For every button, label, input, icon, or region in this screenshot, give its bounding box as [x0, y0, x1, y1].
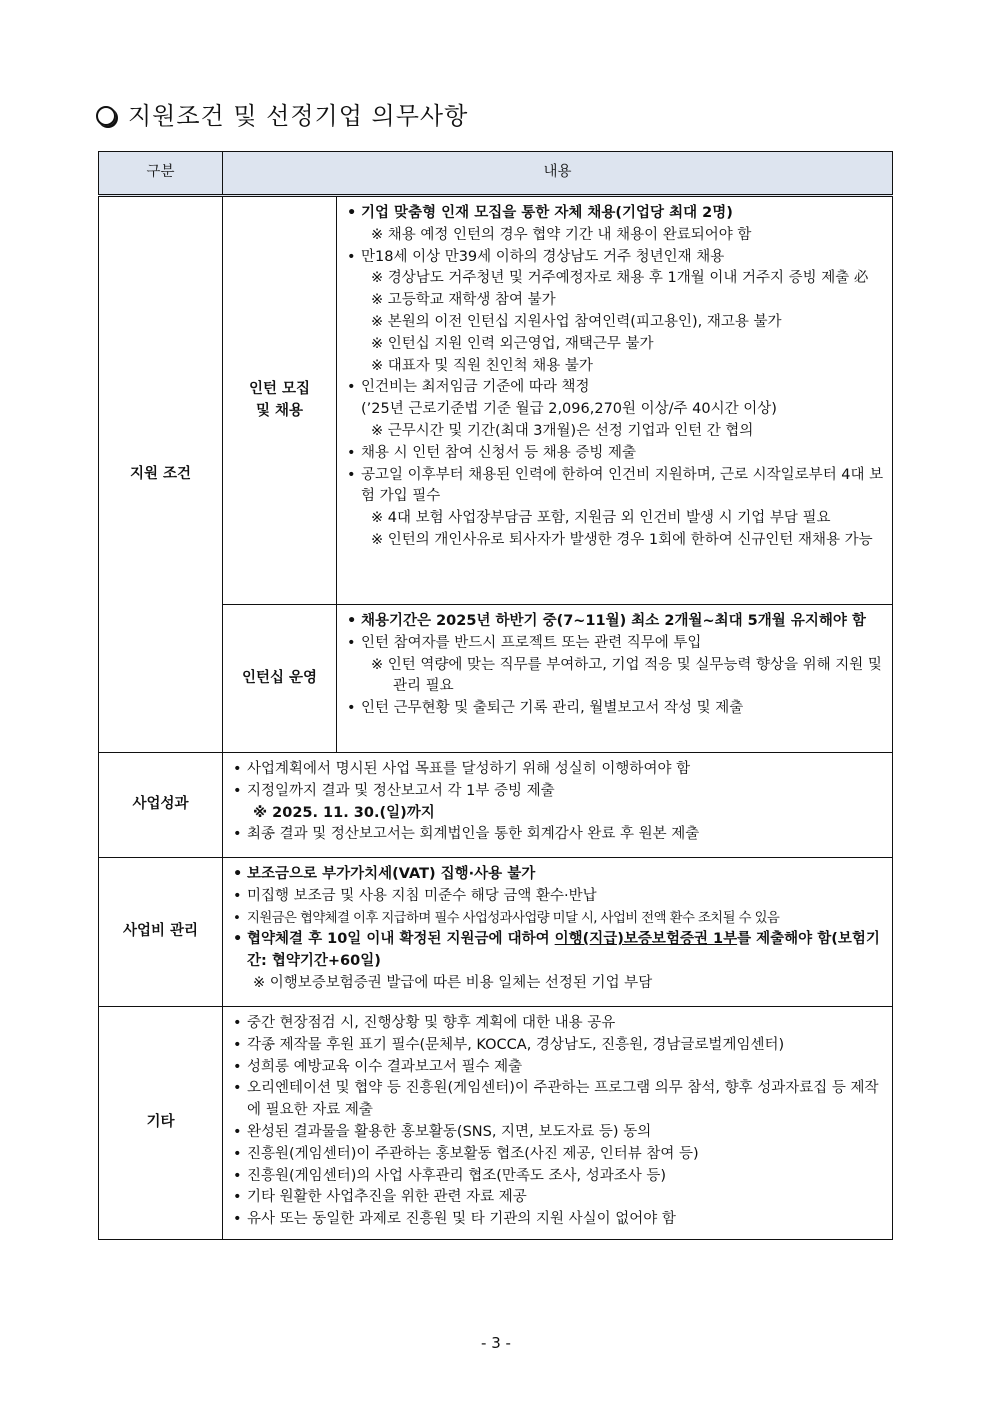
list-item: • 기업 맞춤형 인재 모집을 통한 자체 채용(기업당 최대 2명)	[345, 203, 884, 225]
list-item: • 미집행 보조금 및 사용 지침 미준수 해당 금액 환수·반납	[231, 886, 884, 908]
category-etc: 기타	[99, 1007, 223, 1240]
list-item: ※ 근무시간 및 기간(최대 3개월)은 선정 기업과 인턴 간 협의	[371, 422, 754, 439]
list-item: • 협약체결 후 10일 이내 확정된 지원금에 대하여 이행(지급)보증보험증권 1부를 제출해야 함(보험기간: 협약기간+60일)	[231, 929, 884, 973]
page-number: - 3 -	[481, 1334, 511, 1352]
list-item: • 기타 원활한 사업추진을 위한 관련 자료 제공	[231, 1187, 884, 1209]
list-item: • 진흥원(게임센터)이 주관하는 홍보활동 협조(사진 제공, 인터뷰 참여 등)	[231, 1144, 884, 1166]
list-item: • 각종 제작물 후원 표기 필수(문체부, KOCCA, 경상남도, 진흥원, 경남글로벌게임센터)	[231, 1035, 884, 1057]
content-etc	[223, 1007, 893, 1240]
subcategory-recruit: 인턴 모집 및 채용	[223, 196, 337, 605]
list-item: • 진흥원(게임센터)의 사업 사후관리 협조(만족도 조사, 성과조사 등)	[231, 1166, 884, 1188]
list-item: (’25년 근로기준법 기준 월급 2,096,270원 이상/주 40시간 이상)	[361, 401, 777, 418]
guarantee-insurance-text: 이행(지급)보증보험증권 1부	[554, 931, 738, 948]
header-content: 내용	[223, 152, 893, 196]
list-item: • 지원금은 협약체결 이후 지급하며 필수 사업성과사업량 미달 시, 사업비 전액 환수 조치될 수 있음	[231, 908, 884, 930]
table-row	[99, 753, 893, 858]
list-item: ※ 본원의 이전 인턴십 지원사업 참여인력(피고용인), 재고용 불가	[371, 313, 782, 330]
table-row	[99, 196, 893, 605]
list-item: • 유사 또는 동일한 과제로 진흥원 및 타 기관의 지원 사실이 없어야 함	[231, 1209, 884, 1231]
list-item: • 성희롱 예방교육 이수 결과보고서 필수 제출	[231, 1057, 884, 1079]
list-item: • 보조금으로 부가가치세(VAT) 집행·사용 불가	[231, 864, 884, 886]
list-item: ※ 인턴의 개인사유로 퇴사자가 발생한 경우 1회에 한하여 신규인턴 재채용 가능	[371, 531, 873, 548]
list-item: • 인턴 참여자를 반드시 프로젝트 또는 관련 직무에 투입	[345, 633, 884, 655]
list-item: ※ 대표자 및 직원 친인척 채용 불가	[371, 357, 593, 374]
list-item: ※ 경상남도 거주청년 및 거주예정자로 채용 후 1개월 이내 거주지 증빙 제출 必	[371, 270, 869, 287]
category-support: 지원 조건	[99, 196, 223, 753]
category-budget: 사업비 관리	[99, 858, 223, 1007]
list-item: • 인건비는 최저임금 기준에 따라 책정	[345, 377, 884, 399]
list-item: ※ 이행보증보험증권 발급에 따른 비용 일체는 선정된 기업 부담	[253, 974, 653, 991]
header-category: 구분	[99, 152, 223, 196]
list-item: • 인턴 근무현황 및 출퇴근 기록 관리, 월별보고서 작성 및 제출	[345, 698, 884, 720]
table-row	[99, 858, 893, 1007]
table-header-row	[99, 152, 893, 196]
subcategory-operate: 인턴십 운영	[223, 605, 337, 753]
content-budget	[223, 858, 893, 1007]
content-recruit	[337, 196, 893, 605]
list-item: ※ 4대 보험 사업장부담금 포함, 지원금 외 인건비 발생 시 기업 부담 필요	[371, 510, 831, 527]
list-item: ※ 채용 예정 인턴의 경우 협약 기간 내 채용이 완료되어야 함	[371, 226, 752, 243]
list-item: ※ 인턴십 지원 인력 외근영업, 재택근무 불가	[371, 335, 654, 352]
list-item: • 만18세 이상 만39세 이하의 경상남도 거주 청년인재 채용	[345, 247, 884, 269]
list-item: • 최종 결과 및 정산보고서는 회계법인을 통한 회계감사 완료 후 원본 제출	[231, 824, 884, 846]
list-item: • 중간 현장점검 시, 진행상황 및 향후 계획에 대한 내용 공유	[231, 1013, 884, 1035]
conditions-table	[98, 151, 893, 1240]
table-row	[99, 1007, 893, 1240]
list-item: • 채용기간은 2025년 하반기 중(7~11월) 최소 2개월~최대 5개월 유지해야 함	[345, 611, 884, 633]
list-item: ※ 인턴 역량에 맞는 직무를 부여하고, 기업 적응 및 실무능력 향상을 위해 지원 및 관리 필요	[371, 656, 882, 695]
list-item: • 채용 시 인턴 참여 신청서 등 채용 증빙 제출	[345, 443, 884, 465]
category-performance: 사업성과	[99, 753, 223, 858]
list-item: ※ 2025. 11. 30.(일)까지	[253, 804, 435, 821]
list-item: ※ 고등학교 재학생 참여 불가	[371, 292, 556, 309]
list-item: • 사업계획에서 명시된 사업 목표를 달성하기 위해 성실히 이행하여야 함	[231, 759, 884, 781]
page-title: 지원조건 및 선정기업 의무사항	[96, 96, 468, 131]
list-item: • 지정일까지 결과 및 정산보고서 각 1부 증빙 제출	[231, 781, 884, 803]
circle-bullet-icon	[96, 106, 116, 126]
content-operate	[337, 605, 893, 753]
list-item: • 오리엔테이션 및 협약 등 진흥원(게임센터)이 주관하는 프로그램 의무 참석, 향후 성과자료집 등 제작에 필요한 자료 제출	[231, 1078, 884, 1122]
list-item: • 완성된 결과물을 활용한 홍보활동(SNS, 지면, 보도자료 등) 동의	[231, 1122, 884, 1144]
content-performance	[223, 753, 893, 858]
list-item: • 공고일 이후부터 채용된 인력에 한하여 인건비 지원하며, 근로 시작일로부터 4대 보험 가입 필수	[345, 465, 884, 509]
